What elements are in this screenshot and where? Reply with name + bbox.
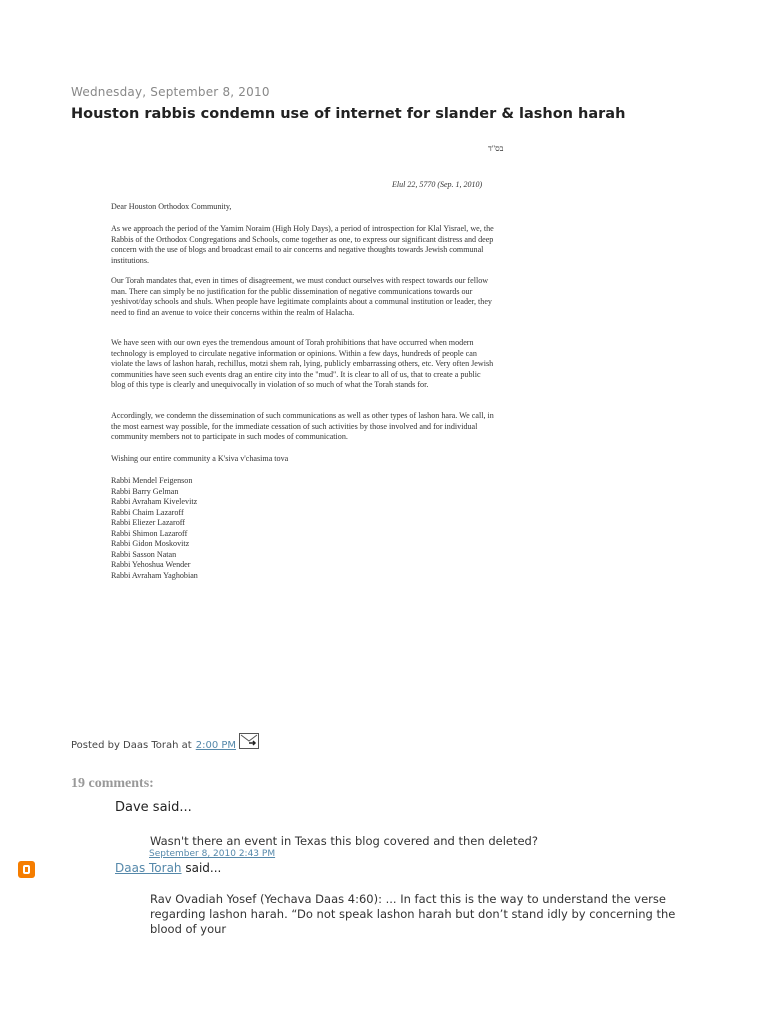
signer-name: Rabbi Eliezer Lazaroff xyxy=(111,518,186,527)
letter-paragraph: We have seen with our own eyes the tremendous amount of Torah prohibitions that have occurred when modern technology is employed to circulate negative information or opinions. Within a few days, hundreds of people can violate the laws of lashon harah, rechillus, motzi shem rah, lying, publicly embarrassing others, etc. Very often Jewish communities have seen such events drag an entire city into the "mud". It is clear to all of us, that to create a public blog of this type is clearly and unequivocally in violation of so much of what the Torah stands for. xyxy=(111,338,494,390)
letter-bsd: בס"ד xyxy=(488,144,504,153)
signer-name: Rabbi Chaim Lazaroff xyxy=(111,507,184,517)
email-post-icon[interactable] xyxy=(239,733,259,749)
comment-timestamp-link[interactable]: September 8, 2010 2:43 PM xyxy=(149,849,276,859)
blogger-icon xyxy=(18,861,35,878)
letter-paragraph: Accordingly, we condemn the dissemination of such communications as well as other types of lashon hara. We call, in the most earnest way possible, for the immediate cessation of such activities by those involved and for individual community members not to participate in such modes of communication. xyxy=(111,411,494,442)
signer-name: Rabbi Avraham Kivelevitz xyxy=(111,497,198,506)
comment-body: Rav Ovadiah Yosef (Yechava Daas 4:60): ... In fact this is the way to understand the verse regarding lashon harah. “Do not speak lashon harah but don’t stand idly by concerning the blood of your xyxy=(150,892,676,936)
comment-author: Dave said... xyxy=(115,800,192,815)
signer-name: Rabbi Gidon Moskovitz xyxy=(111,539,190,548)
letter-closing: Wishing our entire community a K'siva v'chasima tova xyxy=(111,454,289,463)
post-title[interactable]: Houston rabbis condemn use of internet for slander & lashon harah xyxy=(71,106,626,122)
signer-name: Rabbi Yehoshua Wender xyxy=(111,560,191,569)
post-footer xyxy=(71,737,259,753)
comment-author xyxy=(115,861,221,875)
post-date: Wednesday, September 8, 2010 xyxy=(71,85,270,99)
posted-by-label: Posted by Daas Torah at xyxy=(71,739,192,751)
letter-signers xyxy=(111,476,198,581)
letter-date: Elul 22, 5770 (Sep. 1, 2010) xyxy=(392,180,483,189)
comment-author-link[interactable]: Daas Torah xyxy=(115,861,182,875)
signer-name: Rabbi Avraham Yaghobian xyxy=(111,570,198,580)
comment-body: Wasn't there an event in Texas this blog covered and then deleted? xyxy=(150,834,538,848)
letter-paragraph: As we approach the period of the Yamim Noraim (High Holy Days), a period of introspection for Klal Yisrael, we, the Rabbis of the Orthodox Congregations and Schools, come together as one, to express our significant distress and deep concern with the use of blogs and broadcast email to air concerns and negative thoughts towards Jewish communal institutions. xyxy=(111,224,494,265)
envelope-arrow-icon xyxy=(240,734,258,748)
letter-salutation: Dear Houston Orthodox Community, xyxy=(111,202,232,211)
comments-header: 19 comments: xyxy=(71,776,154,791)
signer-name: Rabbi Sasson Natan xyxy=(111,549,177,559)
signer-name: Rabbi Shimon Lazaroff xyxy=(111,528,188,538)
post-timestamp-link[interactable]: 2:00 PM xyxy=(195,739,237,751)
signer-name: Rabbi Barry Gelman xyxy=(111,486,179,496)
signer-name: Rabbi Mendel Feigenson xyxy=(111,476,193,485)
comment-author-suffix: said... xyxy=(181,861,222,875)
letter-paragraph: Our Torah mandates that, even in times of disagreement, we must conduct ourselves with respect towards our fellow man. There can simply be no justification for the public dissemination of negative communications towards our yeshivot/day schools and shuls. When people have legitimate complaints about a communal institution or leader, they need to find an avenue to voice their concerns within the realm of Halacha. xyxy=(111,276,492,317)
